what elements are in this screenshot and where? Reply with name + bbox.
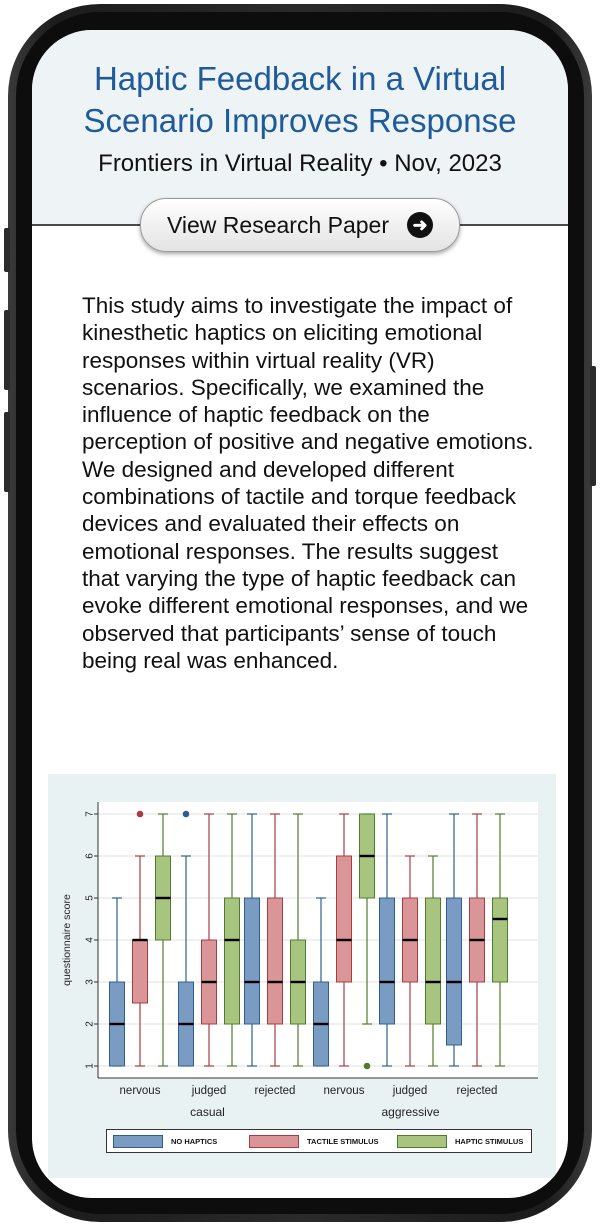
legend-swatch bbox=[249, 1135, 299, 1148]
x-tick-label: nervous bbox=[323, 1085, 365, 1097]
box bbox=[493, 898, 508, 982]
box bbox=[268, 898, 283, 1024]
box bbox=[380, 898, 395, 1024]
abstract-text: This study aims to investigate the impact of kinesthetic haptics on eliciting emotional responses within virtual reality (VR) scenarios. Specifically, we examined the influence of haptic feedback on the perception of positive and negative emotions. We designed and developed different combinations of tactile and torque feedback devices and evaluated their effects on emotional responses. The results suggest that varying the type of haptic feedback can evoke different emotional responses, and we observed that participants’ sense of touch being real was enhanced. bbox=[82, 293, 534, 673]
legend-swatch bbox=[397, 1135, 447, 1148]
outlier-point bbox=[137, 811, 144, 818]
view-research-paper-button[interactable] bbox=[140, 198, 460, 252]
boxplot-chart bbox=[48, 774, 556, 1178]
power-button bbox=[590, 366, 596, 486]
page-subtitle: Frontiers in Virtual Reality • Nov, 2023 bbox=[98, 150, 502, 177]
y-axis-label: questionnaire score bbox=[61, 894, 73, 986]
cta-label: View Research Paper bbox=[166, 211, 390, 238]
group-label: aggressive bbox=[381, 1105, 440, 1119]
legend-item-no-haptics bbox=[113, 1134, 217, 1148]
box bbox=[337, 856, 352, 982]
legend-label: NO HAPTICS bbox=[171, 1136, 218, 1146]
legend bbox=[106, 1129, 532, 1153]
box bbox=[225, 898, 240, 1024]
screen bbox=[32, 30, 568, 1198]
arrow-right-circle-icon: ➜ bbox=[407, 212, 433, 238]
x-tick-label: rejected bbox=[254, 1085, 296, 1097]
volume-up-button bbox=[4, 310, 10, 390]
legend-item-tactile bbox=[249, 1134, 379, 1148]
x-tick-label: nervous bbox=[119, 1085, 161, 1097]
outlier-point bbox=[183, 811, 190, 818]
legend-label: TACTILE STIMULUS bbox=[307, 1136, 379, 1146]
legend-swatch bbox=[113, 1135, 163, 1148]
volume-down-button bbox=[4, 412, 10, 492]
figure-boxplot bbox=[48, 774, 556, 1178]
outlier-point bbox=[364, 1063, 371, 1070]
mute-switch bbox=[4, 228, 10, 272]
y-tick-label: 4 bbox=[84, 937, 96, 943]
y-tick-label: 7 bbox=[84, 811, 96, 817]
x-tick-label: judged bbox=[191, 1085, 227, 1097]
y-tick-label: 2 bbox=[84, 1021, 96, 1027]
y-tick-label: 6 bbox=[84, 853, 96, 859]
x-tick-label: judged bbox=[392, 1085, 428, 1097]
header bbox=[32, 30, 568, 226]
y-tick-label: 1 bbox=[84, 1063, 96, 1069]
group-label: casual bbox=[190, 1105, 225, 1119]
page-title: Haptic Feedback in a Virtual Scenario Improves Response bbox=[83, 60, 517, 139]
box bbox=[245, 898, 260, 1024]
x-tick-label: rejected bbox=[456, 1085, 498, 1097]
box bbox=[133, 940, 148, 1003]
legend-item-haptic bbox=[397, 1134, 523, 1148]
y-tick-label: 5 bbox=[84, 895, 96, 901]
box bbox=[426, 898, 441, 1024]
legend-label: HAPTIC STIMULUS bbox=[455, 1136, 524, 1146]
y-tick-label: 3 bbox=[84, 979, 96, 985]
box bbox=[447, 898, 462, 1045]
